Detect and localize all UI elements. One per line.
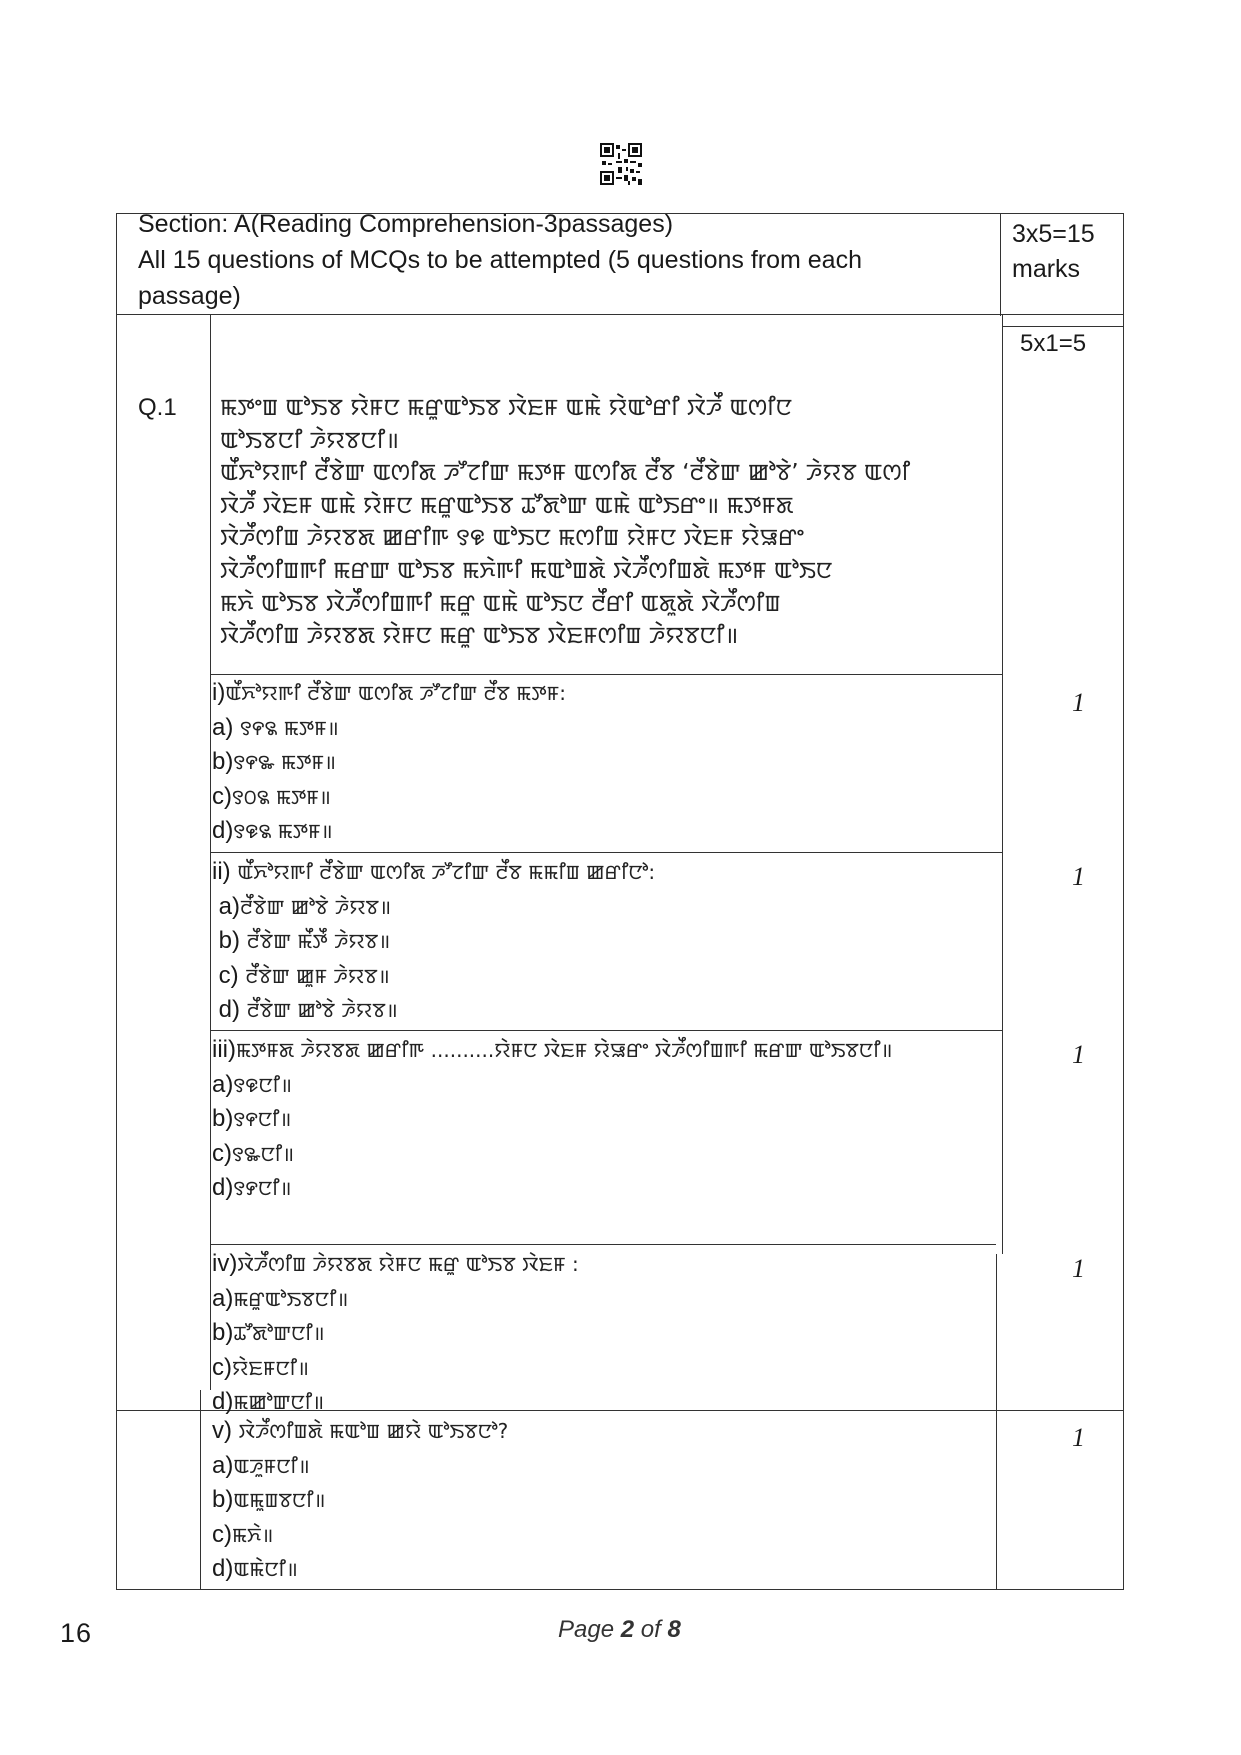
table-rule <box>116 314 1124 315</box>
question-mark: 1 <box>1072 688 1085 717</box>
question-mark: 1 <box>1072 1423 1085 1452</box>
option-c[interactable]: c)꯱꯰꯲ ꯃꯇꯝ॥ <box>212 782 331 810</box>
option-b[interactable]: b) ꯂꯩꯕꯥꯛ ꯃꯩꯇꯩ ꯍꯥꯌꯕ॥ <box>218 927 391 954</box>
question-marks-total: 5x1=5 <box>1020 330 1087 357</box>
option-c[interactable]: c)ꯃꯈꯥ॥ <box>212 1520 274 1548</box>
question-mark: 1 <box>1072 1254 1085 1283</box>
passage-line: ꯃꯈꯥ ꯑꯣꯏꯕ ꯋꯥꯍꯩꯁꯤꯡꯒꯤ ꯃꯔꯨ ꯑꯃꯥ ꯑꯣꯏꯅ ꯂꯩꯔꯤ ꯑꯗꯨꯗꯥ ꯋꯥꯍꯩꯁꯤꯡ <box>220 590 781 617</box>
option-d[interactable]: d)ꯃꯀꯣꯛꯅꯤ॥ <box>212 1388 325 1415</box>
table-rule <box>996 1254 997 1590</box>
option-c[interactable]: c)ꯌꯥꯐꯝꯅꯤ॥ <box>212 1353 310 1381</box>
passage-line: ꯃꯇꯦꯡ ꯑꯣꯏꯕ ꯌꯥꯝꯅ ꯃꯔꯨꯑꯣꯏꯕ ꯋꯥꯐꯝ ꯑꯃꯥ ꯌꯥꯑꯣꯔꯤ ꯋꯥꯍꯩ ꯑꯁꯤꯅ <box>220 395 792 421</box>
passage-line: ꯋꯥꯍꯩ ꯋꯥꯐꯝ ꯑꯃꯥ ꯌꯥꯝꯅ ꯃꯔꯨꯑꯣꯏꯕ ꯊꯧꯗꯣꯛ ꯑꯃꯥ ꯑꯣꯏꯔꯦ॥ ꯃꯇꯝꯗ <box>220 492 794 519</box>
option-d[interactable]: d) ꯂꯩꯕꯥꯛ ꯀꯣꯕꯥ ꯍꯥꯌꯕ॥ <box>218 996 398 1023</box>
option-c[interactable]: c)꯱꯳ꯅꯤ॥ <box>212 1139 295 1167</box>
table-rule <box>210 1244 996 1245</box>
section-marks <box>1012 217 1095 287</box>
question-mark: 1 <box>1072 1040 1085 1069</box>
table-rule <box>1002 326 1124 327</box>
option-d[interactable]: d)ꯑꯃꯥꯅꯤ॥ <box>212 1555 298 1582</box>
question-stem: iv)ꯋꯥꯍꯩꯁꯤꯡ ꯍꯥꯌꯕꯗ ꯌꯥꯝꯅ ꯃꯔꯨ ꯑꯣꯏꯕ ꯋꯥꯐꯝ : <box>212 1250 579 1277</box>
table-rule <box>210 674 1002 675</box>
option-a[interactable]: a) ꯱꯵꯲ ꯃꯇꯝ॥ <box>212 713 339 741</box>
question-stem: ii) ꯑꯩꯈꯣꯌꯒꯤ ꯂꯩꯕꯥꯛ ꯑꯁꯤꯗ ꯍꯧꯖꯤꯛ ꯂꯩꯕ ꯃꯃꯤꯡ ꯀꯔꯤꯅꯣ: <box>212 858 656 885</box>
question-stem: iii)ꯃꯇꯝꯗ ꯍꯥꯌꯕꯗ ꯀꯔꯤꯒ ..........ꯌꯥꯝꯅ ꯋꯥꯐꯝ ꯌꯥꯎꯔꯦ ꯋꯥꯍꯩꯁꯤꯡꯒꯤ ꯃꯔꯛ ꯑꯣꯏꯕꯅꯤ॥ <box>212 1036 893 1063</box>
option-b[interactable]: b)꯱꯵꯳ ꯃꯇꯝ॥ <box>212 748 336 775</box>
section-title: Section: A(Reading Comprehension-3passages) <box>138 210 674 238</box>
qr-code <box>600 143 642 185</box>
option-d[interactable]: d)꯱꯶꯲ ꯃꯇꯝ॥ <box>212 817 333 844</box>
question-number: Q.1 <box>138 394 177 421</box>
passage-line: ꯋꯥꯍꯩꯁꯤꯡ ꯍꯥꯌꯕꯗ ꯌꯥꯝꯅ ꯃꯔꯨ ꯑꯣꯏꯕ ꯋꯥꯐꯝꯁꯤꯡ ꯍꯥꯌꯕꯅꯤ॥ <box>220 623 739 650</box>
question-stem: v) ꯋꯥꯍꯩꯁꯤꯡꯗꯥ ꯃꯑꯣꯡ ꯀꯌꯥ ꯑꯣꯏꯕꯅꯣ? <box>212 1417 509 1444</box>
question-mark: 1 <box>1072 862 1085 891</box>
section-heading <box>138 206 862 314</box>
section-instructions: All 15 questions of MCQs to be attempted (5 questions from each <box>138 246 862 274</box>
section-instructions-cont: passage) <box>138 282 241 310</box>
page-code: 16 <box>60 1618 93 1648</box>
option-b[interactable]: b)ꯑꯃꯨꯡꯕꯅꯤ॥ <box>212 1486 326 1513</box>
question-stem: i)ꯑꯩꯈꯣꯌꯒꯤ ꯂꯩꯕꯥꯛ ꯑꯁꯤꯗ ꯍꯧꯖꯤꯛ ꯂꯩꯕ ꯃꯇꯝ: <box>212 679 566 706</box>
option-c[interactable]: c) ꯂꯩꯕꯥꯛ ꯀꯨꯝ ꯍꯥꯌꯕ॥ <box>218 961 390 989</box>
option-d[interactable]: d)꯱꯸ꯅꯤ॥ <box>212 1174 292 1201</box>
option-a[interactable]: a)ꯑꯍꯨꯝꯅꯤ॥ <box>212 1451 310 1479</box>
mcq-question <box>212 1414 508 1587</box>
mcq-question <box>212 676 566 849</box>
mcq-question <box>212 855 655 1028</box>
table-rule <box>210 1030 1002 1031</box>
table-rule <box>1000 213 1001 316</box>
passage-line: ꯋꯥꯍꯩꯁꯤꯡ ꯍꯥꯌꯕꯗ ꯀꯔꯤꯒ ꯱꯶ ꯑꯣꯏꯅ ꯃꯁꯤꯡ ꯌꯥꯝꯅ ꯋꯥꯐꯝ ꯌꯥꯎꯔꯦ <box>220 525 804 552</box>
mcq-question <box>212 1033 952 1206</box>
page-indicator: Page 2 of 8 <box>558 1616 681 1643</box>
option-b[interactable]: b)ꯊꯧꯗꯣꯛꯅꯤ॥ <box>212 1319 325 1346</box>
option-b[interactable]: b)꯱꯵ꯅꯤ॥ <box>212 1105 292 1132</box>
table-rule <box>200 1390 201 1590</box>
option-a[interactable]: a)ꯃꯔꯨꯑꯣꯏꯕꯅꯤ॥ <box>212 1284 349 1312</box>
passage-line: ꯋꯥꯍꯩꯁꯤꯡꯒꯤ ꯃꯔꯛ ꯑꯣꯏꯕ ꯃꯈꯥꯒꯤ ꯃꯑꯣꯡꯗꯥ ꯋꯥꯍꯩꯁꯤꯡꯗꯥ ꯃꯇꯝ ꯑꯣꯏꯅ <box>220 557 833 584</box>
reading-passage <box>220 392 970 653</box>
table-rule <box>1002 314 1003 1254</box>
table-rule <box>210 852 1002 853</box>
passage-line: ꯑꯩꯈꯣꯌꯒꯤ ꯂꯩꯕꯥꯛ ꯑꯁꯤꯗ ꯍꯧꯖꯤꯛ ꯃꯇꯝ ꯑꯁꯤꯗ ꯂꯩꯕ ‘ꯂꯩꯕꯥꯛ ꯀꯣꯕꯥ’ ꯍꯥꯌꯕ ꯑꯁꯤ <box>220 460 911 487</box>
passage-line: ꯑꯣꯏꯕꯅꯤ ꯍꯥꯌꯕꯅꯤ॥ <box>220 427 400 454</box>
option-a[interactable]: a)꯱꯶ꯅꯤ॥ <box>212 1070 292 1098</box>
option-a[interactable]: a)ꯂꯩꯕꯥꯛ ꯀꯣꯕꯥ ꯍꯥꯌꯕ॥ <box>218 892 392 920</box>
section-marks-total: 3x5=15 <box>1012 220 1095 248</box>
section-marks-label: marks <box>1012 255 1081 283</box>
mcq-question <box>212 1247 579 1420</box>
